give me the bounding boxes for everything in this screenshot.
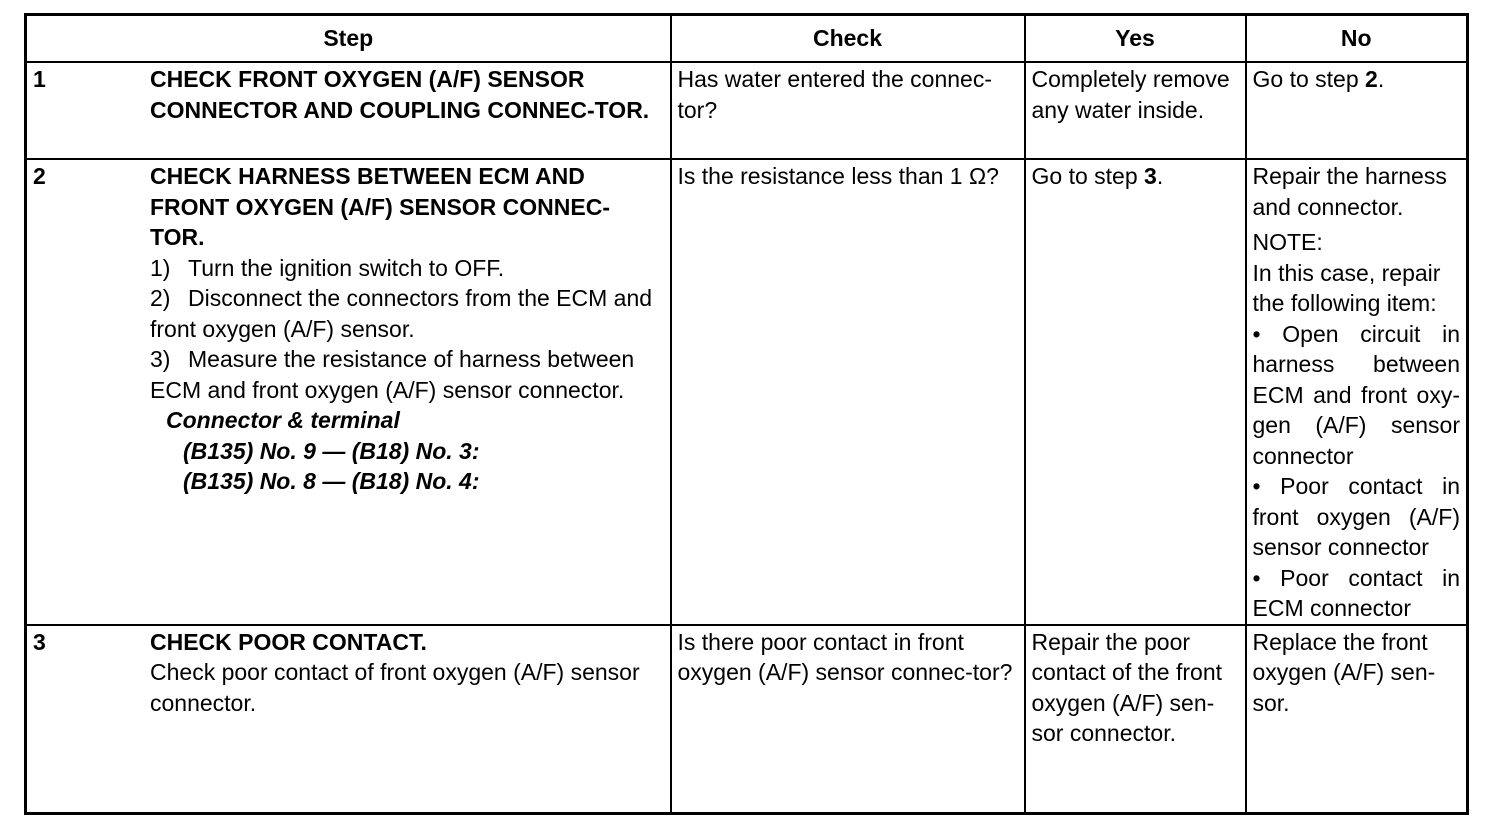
- substep-label: 2): [150, 285, 171, 311]
- step-number: 3: [33, 628, 46, 655]
- step-title: CHECK FRONT OXYGEN (A/F) SENSOR CONNECTOR AND COUPLING CONNEC-TOR.: [150, 66, 650, 123]
- diagnostic-table: [24, 13, 1469, 815]
- yes-cell: Completely remove any water inside.: [1025, 62, 1246, 159]
- connector-title: Connector & terminal: [166, 407, 400, 433]
- no-text: Go to step: [1252, 66, 1366, 92]
- step-cell: [26, 159, 671, 625]
- substep-label: 1): [150, 254, 171, 281]
- substep: [150, 283, 662, 344]
- note-bullet: • Poor contact in front oxygen (A/F) sensor connector: [1252, 473, 1460, 560]
- substep-text: Turn the ignition switch to OFF.: [188, 254, 505, 281]
- note-bullet: • Poor contact in ECM connector: [1252, 564, 1460, 621]
- substep-label: 3): [150, 346, 171, 372]
- no-main-text: Repair the harness and connector.: [1252, 163, 1447, 220]
- step-cell: [26, 62, 671, 159]
- substep: [150, 253, 662, 284]
- yes-cell: [1025, 159, 1246, 625]
- connector-terminal-line: (B135) No. 8 — (B18) No. 4:: [183, 468, 480, 494]
- step-number: 1: [33, 66, 46, 92]
- table-row: [26, 159, 1468, 625]
- table-row: [26, 625, 1468, 814]
- step-title: CHECK HARNESS BETWEEN ECM AND FRONT OXYGEN (A/F) SENSOR CONNEC-TOR.: [150, 163, 611, 250]
- yes-text: Go to step: [1031, 163, 1145, 189]
- header-row: [26, 15, 1468, 63]
- substep-text: Disconnect the connectors from the ECM and front oxygen (A/F) sensor.: [150, 285, 653, 342]
- note-heading: NOTE:: [1252, 229, 1323, 255]
- step-title: CHECK POOR CONTACT.: [150, 628, 427, 655]
- step-number: 2: [33, 163, 46, 189]
- no-cell: Replace the front oxygen (A/F) sen-sor.: [1246, 625, 1468, 814]
- yes-text-suffix: .: [1156, 163, 1164, 189]
- header-step: Step: [26, 15, 671, 63]
- note-text: In this case, repair the following item:: [1252, 259, 1441, 316]
- header-no: No: [1246, 15, 1468, 63]
- step-text: Check poor contact of front oxygen (A/F) sensor connector.: [150, 659, 640, 716]
- no-text-suffix: .: [1377, 66, 1385, 92]
- substep: [150, 344, 662, 405]
- no-cell: [1246, 62, 1468, 159]
- goto-step-number: 3: [1144, 163, 1157, 189]
- connector-terminal-line: (B135) No. 9 — (B18) No. 3:: [183, 437, 480, 464]
- substep-text: Measure the resistance of harness between ECM and front oxygen (A/F) sensor connector.: [150, 346, 635, 403]
- check-cell: Is the resistance less than 1 Ω?: [671, 159, 1025, 625]
- check-cell: Is there poor contact in front oxygen (A/F) sensor connec-tor?: [671, 625, 1025, 814]
- header-check: Check: [671, 15, 1025, 63]
- check-cell: Has water entered the connec-tor?: [671, 62, 1025, 159]
- no-cell: [1246, 159, 1468, 625]
- step-cell: [26, 625, 671, 814]
- note-bullet: • Open circuit in harness between ECM and front oxy-gen (A/F) sensor connector: [1252, 320, 1460, 469]
- table-row: [26, 62, 1468, 159]
- yes-cell: Repair the poor contact of the front oxygen (A/F) sen-sor connector.: [1025, 625, 1246, 814]
- header-yes: Yes: [1025, 15, 1246, 63]
- goto-step-number: 2: [1365, 66, 1378, 92]
